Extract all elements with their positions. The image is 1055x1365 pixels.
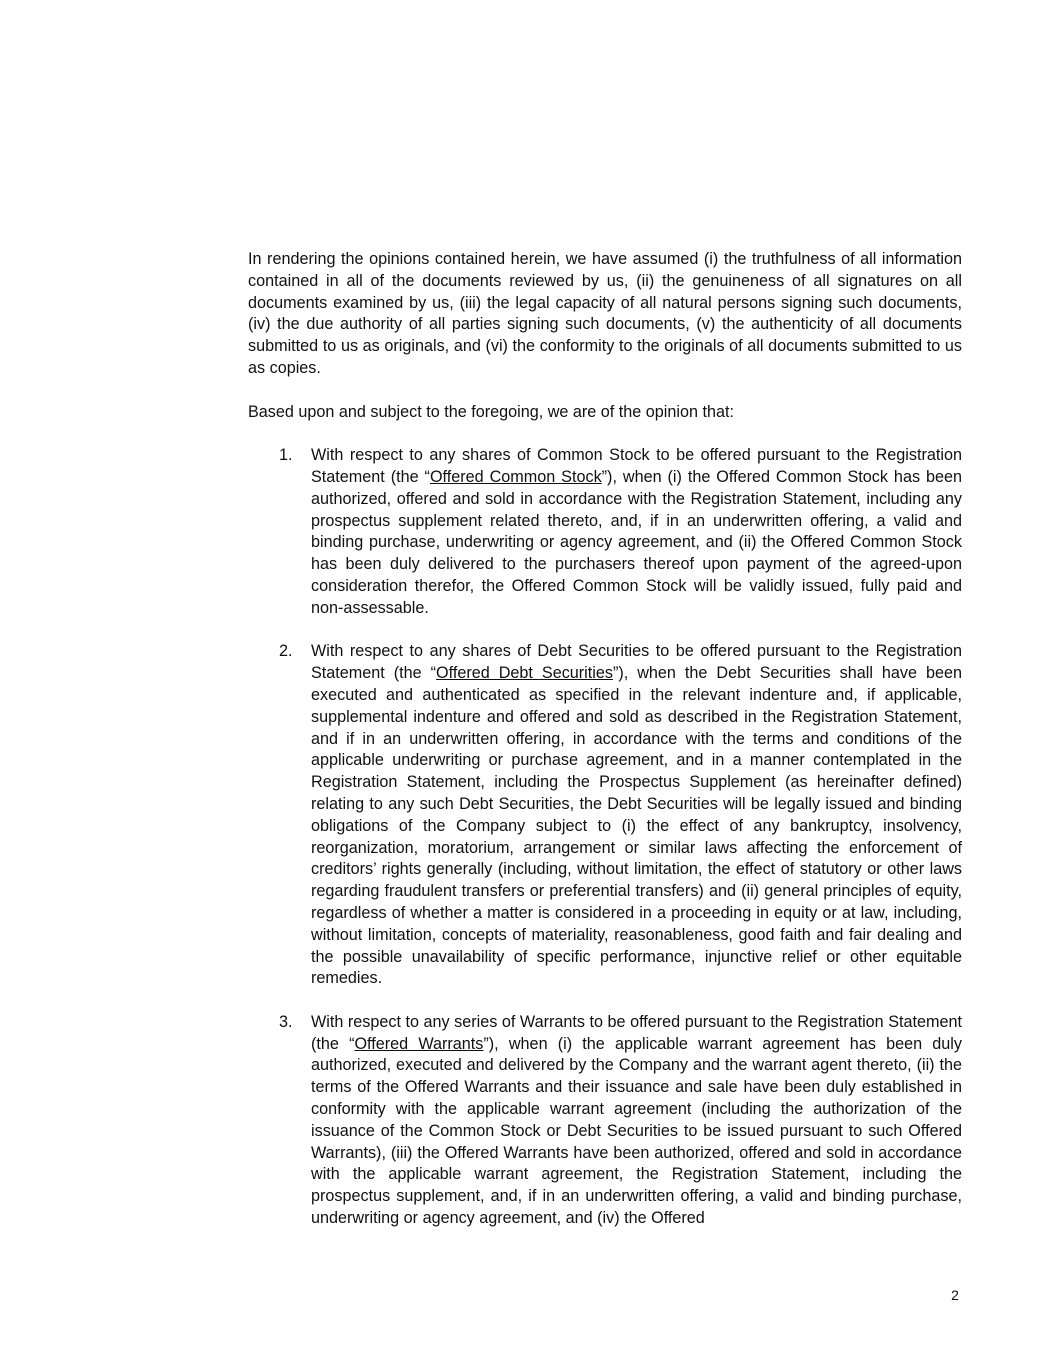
opinion-text-before: With respect to any shares of Debt Securities to be offered pursuant to the Registration Statement (the “ bbox=[311, 642, 962, 683]
opinion-item-number: 1. bbox=[279, 446, 293, 465]
opinion-text-after: ”), when the Debt Securities shall have been executed and authenticated as specified in the relevant indenture and, if applicable, supplemental indenture and offered and sold as described in the Registration Statement, and if in an underwritten offering, in accordance with the terms and conditions of the applicable underwriting or purchase agreement, and in a manner contemplated in the Registration Statement, including the Prospectus Supplement (as hereinafter defined) relating to any such Debt Securities, the Debt Securities will be legally issued and binding obligations of the Company subject to (i) the effect of any bankruptcy, insolvency, reorganization, moratorium, arrangement or similar laws affecting the enforcement of creditors’ rights generally (including, without limitation, the effect of statutory or other laws regarding fraudulent transfers or preferential transfers) and (ii) general principles of equity, regardless of whether a matter is considered in a proceeding in equity or at law, including, without limitation, concepts of materiality, reasonableness, good faith and fair dealing and the possible unavailability of specific performance, injunctive relief or other equitable remedies. bbox=[311, 664, 962, 988]
defined-term-offered-common-stock: Offered Common Stock bbox=[429, 467, 602, 486]
opinion-item-2 bbox=[248, 641, 962, 990]
opinion-text-after: ”), when (i) the applicable warrant agreement has been duly authorized, executed and delivered by the Company and the warrant agent thereto, (ii) the terms of the Offered Warrants and their issuance and sale have been duly established in conformity with the applicable warrant agreement (including the authorization of the issuance of the Common Stock or Debt Securities to be issued pursuant to such Offered Warrants), (iii) the Offered Warrants have been authorized, offered and sold in accordance with the applicable warrant agreement, the Registration Statement, including the prospectus supplement, and, if in an underwritten offering, a valid and binding purchase, underwriting or agency agreement, and (iv) the Offered bbox=[311, 1034, 962, 1228]
opinion-item-number: 2. bbox=[279, 642, 293, 661]
opinion-item-1 bbox=[248, 445, 962, 619]
opinion-item-3 bbox=[248, 1012, 962, 1230]
assumptions-paragraph: In rendering the opinions contained herein, we have assumed (i) the truthfulness of all information contained in all of the documents reviewed by us, (ii) the genuineness of all signatures on all documents examined by us, (iii) the legal capacity of all natural persons signing such documents, (iv) the due authority of all parties signing such documents, (v) the authenticity of all documents submitted to us as originals, and (vi) the conformity to the originals of all documents submitted to us as copies. bbox=[248, 250, 962, 377]
opinion-intro-paragraph: Based upon and subject to the foregoing, we are of the opinion that: bbox=[248, 402, 734, 421]
opinion-item-number: 3. bbox=[279, 1012, 293, 1031]
document-body bbox=[248, 249, 962, 1252]
opinion-text-after: ”), when (i) the Offered Common Stock has been authorized, offered and sold in accordance with the Registration Statement, including any prospectus supplement related thereto, and, if in an underwritten offering, a valid and binding purchase, underwriting or agency agreement, and (ii) the Offered Common Stock has been duly delivered to the purchasers thereof upon payment of the agreed-upon consideration therefor, the Offered Common Stock will be validly issued, fully paid and non-assessable. bbox=[311, 467, 962, 617]
defined-term-offered-warrants: Offered Warrants bbox=[354, 1034, 484, 1053]
opinion-text-before: With respect to any shares of Common Stock to be offered pursuant to the Registration Statement (the “ bbox=[311, 446, 962, 486]
defined-term-offered-debt-securities: Offered Debt Securities bbox=[436, 664, 613, 683]
opinions-list bbox=[248, 445, 962, 1230]
opinion-text-before: With respect to any series of Warrants to be offered pursuant to the Registration Statement (the “ bbox=[311, 1012, 962, 1053]
page-number: 2 bbox=[951, 1287, 959, 1303]
